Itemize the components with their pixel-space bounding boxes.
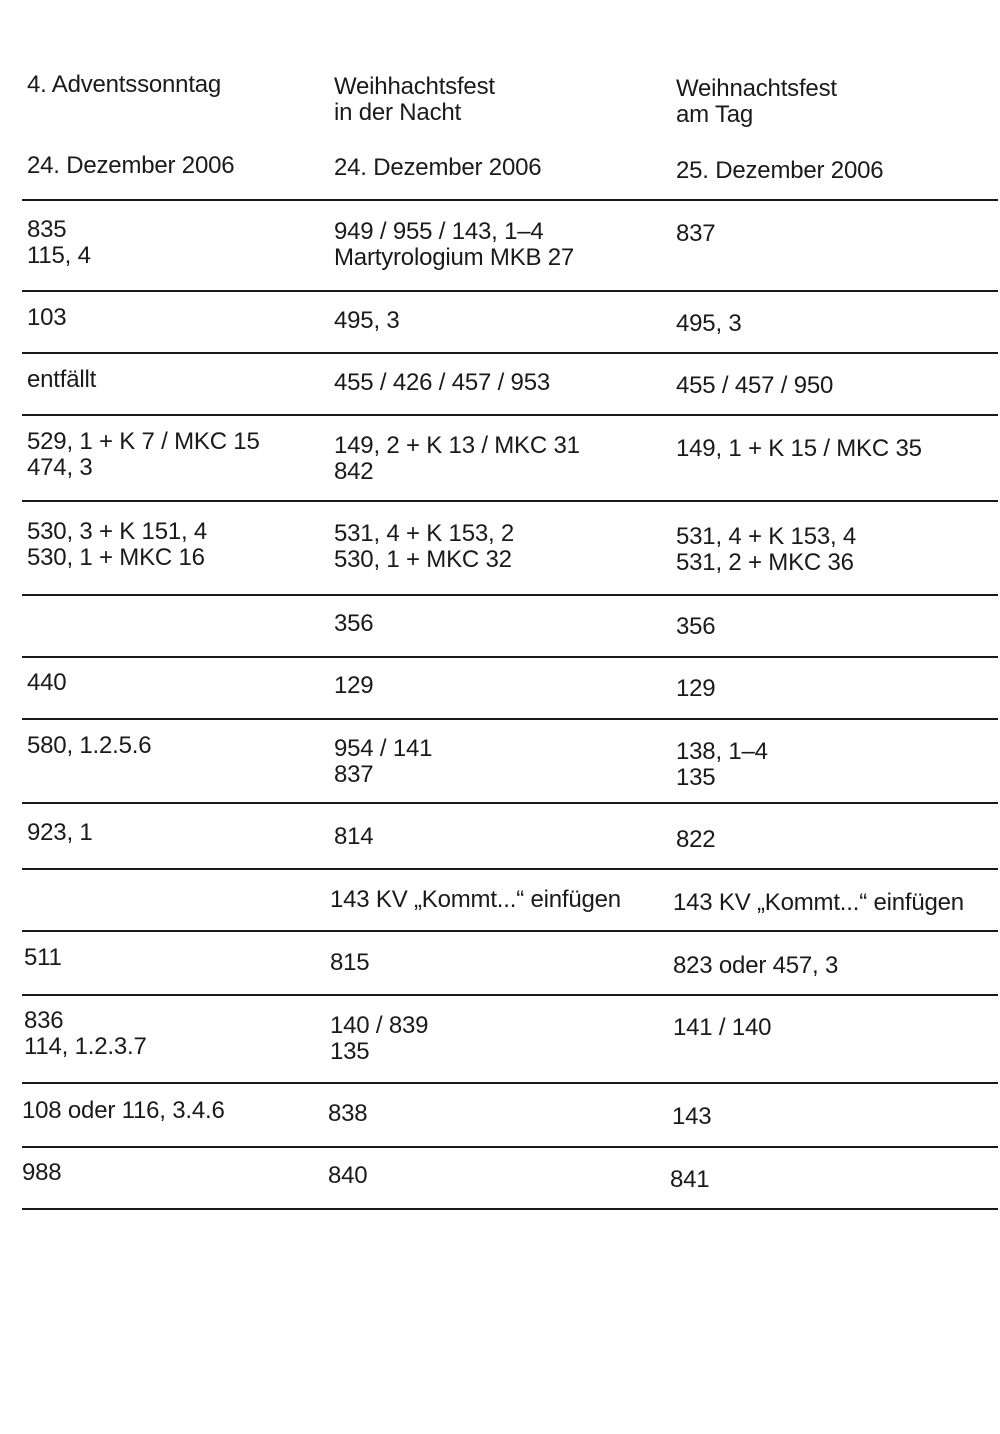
- column-title-advent: 4. Adventssonntag: [27, 71, 222, 98]
- table-cell: 129: [334, 672, 374, 699]
- table-rule: [22, 290, 998, 292]
- table-rule: [22, 930, 998, 932]
- table-cell: 143 KV „Kommt...“ einfügen: [673, 889, 964, 916]
- table-cell: 923, 1: [27, 819, 93, 846]
- table-cell: 530, 3 + K 151, 4 530, 1 + MKC 16: [27, 518, 208, 571]
- table-rule: [22, 868, 998, 870]
- column-date-christmas-day: 25. Dezember 2006: [676, 157, 884, 184]
- table-cell: 455 / 457 / 950: [676, 372, 834, 399]
- table-rule: [22, 199, 998, 201]
- table-cell: 988: [22, 1159, 62, 1186]
- table-cell: 495, 3: [676, 310, 742, 337]
- table-rule: [22, 994, 998, 996]
- table-cell: 835 115, 4: [27, 216, 91, 269]
- column-date-advent: 24. Dezember 2006: [27, 152, 235, 179]
- table-cell: 495, 3: [334, 307, 400, 334]
- table-cell: 356: [676, 613, 716, 640]
- column-title-christmas-night: Weihhachtsfest in der Nacht: [334, 73, 495, 126]
- table-cell: 815: [330, 949, 370, 976]
- table-rule: [22, 656, 998, 658]
- table-cell: 822: [676, 826, 716, 853]
- table-cell: 529, 1 + K 7 / MKC 15 474, 3: [27, 428, 260, 481]
- table-cell: 149, 1 + K 15 / MKC 35: [676, 435, 922, 462]
- table-rule: [22, 352, 998, 354]
- table-cell: 838: [328, 1100, 368, 1127]
- table-cell: 440: [27, 669, 67, 696]
- table-rule: [22, 414, 998, 416]
- table-cell: 840: [328, 1162, 368, 1189]
- table-cell: 814: [334, 823, 374, 850]
- table-cell: 356: [334, 610, 374, 637]
- table-cell: 841: [670, 1166, 710, 1193]
- table-cell: 141 / 140: [673, 1014, 772, 1041]
- table-cell: 580, 1.2.5.6: [27, 732, 152, 759]
- table-rule: [22, 1208, 998, 1210]
- table-cell: 823 oder 457, 3: [673, 952, 839, 979]
- table-cell: 149, 2 + K 13 / MKC 31 842: [334, 432, 580, 485]
- table-cell: 954 / 141 837: [334, 735, 433, 788]
- column-date-christmas-night: 24. Dezember 2006: [334, 154, 542, 181]
- table-cell: 531, 4 + K 153, 2 530, 1 + MKC 32: [334, 520, 515, 573]
- table-cell: 511: [24, 944, 62, 971]
- table-rule: [22, 594, 998, 596]
- table-cell: 140 / 839 135: [330, 1012, 429, 1065]
- table-rule: [22, 500, 998, 502]
- table-cell: 531, 4 + K 153, 4 531, 2 + MKC 36: [676, 523, 857, 576]
- table-cell: 455 / 426 / 457 / 953: [334, 369, 550, 396]
- table-rule: [22, 1146, 998, 1148]
- table-cell: 836 114, 1.2.3.7: [24, 1007, 147, 1060]
- table-rule: [22, 1082, 998, 1084]
- column-title-christmas-day: Weihnachtsfest am Tag: [676, 75, 837, 128]
- table-rule: [22, 802, 998, 804]
- table-cell: 143 KV „Kommt...“ einfügen: [330, 886, 621, 913]
- table-cell: 138, 1–4 135: [676, 738, 768, 791]
- table-cell: 108 oder 116, 3.4.6: [22, 1097, 225, 1124]
- table-cell: 949 / 955 / 143, 1–4 Martyrologium MKB 27: [334, 218, 575, 271]
- table-cell: 129: [676, 675, 716, 702]
- table-rule: [22, 718, 998, 720]
- table-cell: 103: [27, 304, 67, 331]
- table-cell: entfällt: [27, 366, 97, 393]
- table-cell: 837: [676, 220, 716, 247]
- table-cell: 143: [672, 1103, 712, 1130]
